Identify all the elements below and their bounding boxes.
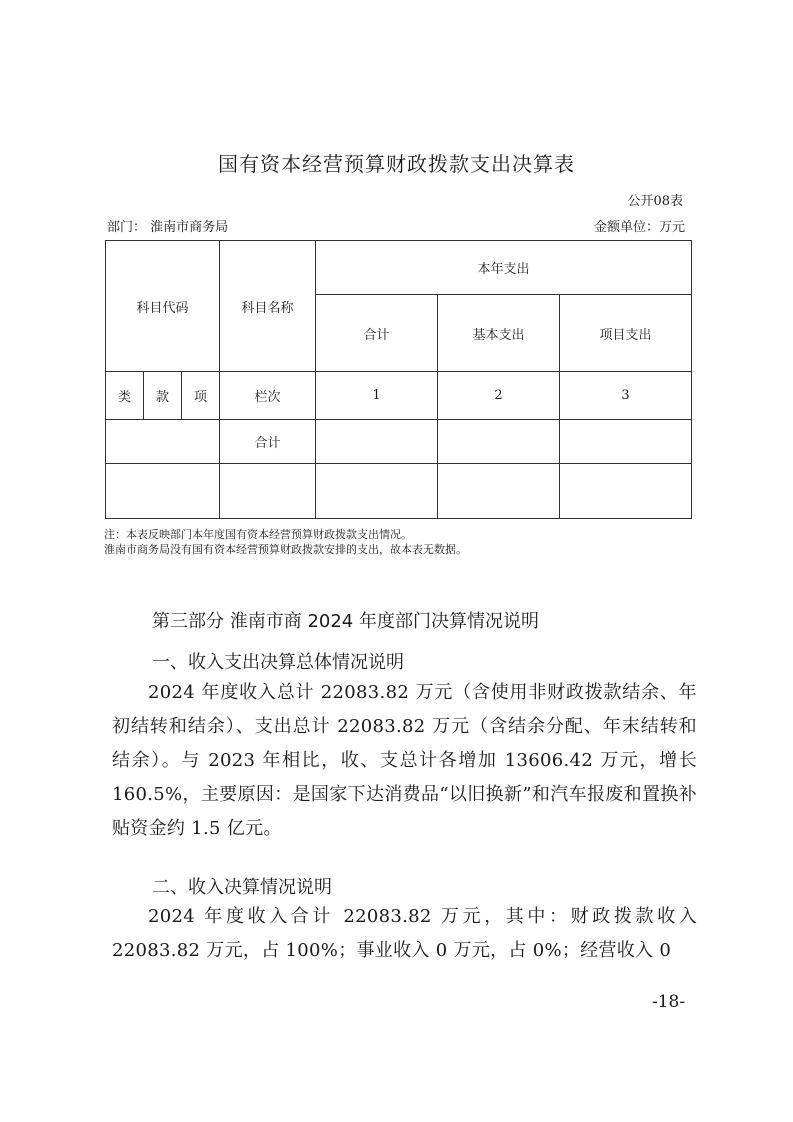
column-number-1: 1 bbox=[316, 372, 438, 420]
table-total-row bbox=[106, 420, 692, 464]
section-title: 第三部分 淮南市商 2024 年度部门决算情况说明 bbox=[152, 611, 539, 632]
subsection-title-income-expenditure: 一、收入支出决算总体情况说明 bbox=[152, 652, 404, 673]
header-xiang: 项 bbox=[182, 372, 220, 420]
paragraph-text: 2024 年度收入合计 22083.82 万元，其中：财政拨款收入 22083.82 万元，占 100%；事业收入 0 万元，占 0%；经营收入 0 bbox=[112, 906, 697, 961]
subsection-title-income: 二、收入决算情况说明 bbox=[152, 877, 332, 898]
table-cell bbox=[560, 420, 692, 464]
table-cell bbox=[560, 464, 692, 519]
column-number-3: 3 bbox=[560, 372, 692, 420]
table-cell bbox=[106, 420, 220, 464]
department-label: 部门： 淮南市商务局 bbox=[107, 220, 229, 235]
table-cell bbox=[438, 420, 560, 464]
header-lei: 类 bbox=[106, 372, 144, 420]
table-cell bbox=[438, 464, 560, 519]
header-subject-name: 科目名称 bbox=[220, 241, 316, 372]
table-cell bbox=[316, 464, 438, 519]
header-kuan: 款 bbox=[144, 372, 182, 420]
table-cell bbox=[220, 464, 316, 519]
table-title: 国有资本经营预算财政拨款支出决算表 bbox=[218, 152, 575, 176]
page-number: -18- bbox=[652, 992, 686, 1012]
table-note-2: 淮南市商务局没有国有资本经营预算财政拨款安排的支出，故本表无数据。 bbox=[104, 543, 467, 556]
header-annual-expenditure: 本年支出 bbox=[316, 241, 692, 295]
header-lanci: 栏次 bbox=[220, 372, 316, 420]
paragraph-text: 2024 年度收入总计 22083.82 万元（含使用非财政拨款结余、年初结转和结余）、支出总计 22083.82 万元（含结余分配、年末结转和结余）。与 2023 年相比，收、支总计各增加 13606.42 万元，增长 160.5%，主要原因：是国家下达消费品“以旧换新”和汽车报废和置换补贴资金约 1.5 亿元。 bbox=[112, 682, 697, 839]
table-cell bbox=[316, 420, 438, 464]
table-header-row bbox=[106, 241, 692, 295]
table-column-index-row bbox=[106, 372, 692, 420]
header-total: 合计 bbox=[316, 295, 438, 372]
table-code: 公开08表 bbox=[627, 194, 683, 209]
header-basic-expenditure: 基本支出 bbox=[438, 295, 560, 372]
row-total-label: 合计 bbox=[220, 420, 316, 464]
header-project-expenditure: 项目支出 bbox=[560, 295, 692, 372]
table-note-1: 注：本表反映部门本年度国有资本经营预算财政拨款支出情况。 bbox=[104, 528, 412, 541]
table-cell bbox=[106, 464, 220, 519]
expenditure-table bbox=[105, 240, 692, 519]
column-number-2: 2 bbox=[438, 372, 560, 420]
income-expenditure-paragraph bbox=[112, 676, 697, 846]
unit-label: 金额单位：万元 bbox=[593, 220, 685, 235]
income-paragraph bbox=[112, 900, 697, 968]
header-subject-code: 科目代码 bbox=[106, 241, 220, 372]
table-row bbox=[106, 464, 692, 519]
